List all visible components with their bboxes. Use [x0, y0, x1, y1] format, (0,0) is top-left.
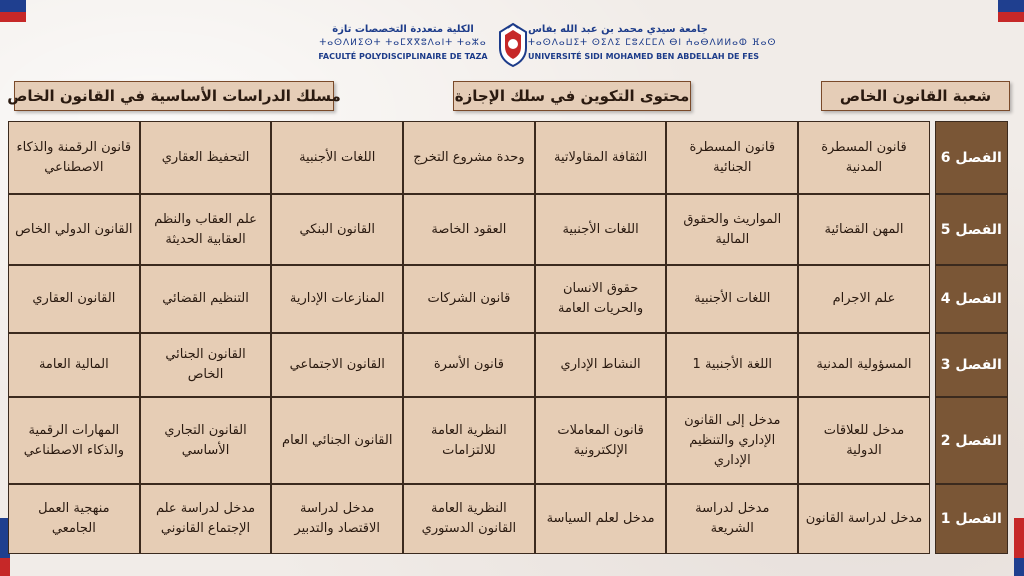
semester-row [8, 484, 1014, 554]
semester-row [8, 194, 1014, 265]
semester-label: الفصل 3 [935, 333, 1008, 397]
course-cell: العقود الخاصة [403, 194, 535, 265]
course-cell: القانون الاجتماعي [271, 333, 403, 397]
course-cell: الثقافة المقاولاتية [535, 121, 667, 194]
course-cell: المنازعات الإدارية [271, 265, 403, 333]
course-cell: اللغات الأجنبية [271, 121, 403, 194]
corner-stripe-blue [0, 0, 26, 12]
course-cell: منهجية العمل الجامعي [8, 484, 140, 554]
faculty-name-fr: FACULTÉ POLYDISCIPLINAIRE DE TAZA [318, 52, 488, 61]
course-cell: مدخل لدراسة علم الإجتماع القانوني [140, 484, 272, 554]
semester-label: الفصل 4 [935, 265, 1008, 333]
semester-row [8, 265, 1014, 333]
semester-row [8, 121, 1014, 194]
corner-stripe-red [1014, 518, 1024, 558]
semester-row [8, 333, 1014, 397]
course-cell: قانون المعاملات الإلكترونية [535, 397, 667, 484]
course-cell: قانون الأسرة [403, 333, 535, 397]
course-cell: قانون الرقمنة والذكاء الاصطناعي [8, 121, 140, 194]
course-cell: القانون الجنائي العام [271, 397, 403, 484]
course-cell: مدخل لدراسة القانون [798, 484, 930, 554]
university-name-tifinagh: ⵜⴰⵙⴷⴰⵡⵉⵜ ⵙⵉⴷⵉ ⵎⵓⵃⵎⵎⴷ ⴱⵏ ⵄⴰⴱⴷⵍⵍⴰⵀ ⴼⴰⵙ [528, 38, 777, 48]
semester-row [8, 397, 1014, 484]
department-title: شعبة القانون الخاص [821, 81, 1010, 111]
course-cell: مدخل لدراسة الاقتصاد والتدبير [271, 484, 403, 554]
course-cell: المهارات الرقمية والذكاء الاصطناعي [8, 397, 140, 484]
corner-stripe-red [998, 12, 1024, 22]
course-cell: النظرية العامة القانون الدستوري [403, 484, 535, 554]
course-cell: المواريث والحقوق المالية [666, 194, 798, 265]
course-cell: وحدة مشروع التخرج [403, 121, 535, 194]
course-cell: قانون المسطرة الجنائية [666, 121, 798, 194]
corner-stripe-red [0, 12, 26, 22]
content-title: محتوى التكوين في سلك الإجازة [453, 81, 691, 111]
course-cell: القانون البنكي [271, 194, 403, 265]
course-cell: مدخل لعلم السياسة [535, 484, 667, 554]
course-cell: التحفيظ العقاري [140, 121, 272, 194]
course-cell: مدخل إلى القانون الإداري والتنظيم الإداري [666, 397, 798, 484]
faculty-name-tifinagh: ⵜⴰⵙⴷⵍⵉⵙⵜ ⵜⴰⵎⴳⴳⵓⴷⴰⵏⵜ ⵜⴰⵣⴰ [319, 38, 487, 48]
course-cell: علم العقاب والنظم العقابية الحديثة [140, 194, 272, 265]
course-cell: قانون المسطرة المدنية [798, 121, 930, 194]
course-cell: القانون التجاري الأساسي [140, 397, 272, 484]
semester-label: الفصل 2 [935, 397, 1008, 484]
semester-label: الفصل 1 [935, 484, 1008, 554]
university-name-ar: جامعة سيدي محمد بن عبد الله بفاس [528, 24, 708, 35]
semester-label: الفصل 6 [935, 121, 1008, 194]
course-cell: التنظيم القضائي [140, 265, 272, 333]
corner-stripe-blue [1014, 558, 1024, 576]
course-cell: مدخل للعلاقات الدولية [798, 397, 930, 484]
course-cell: اللغات الأجنبية [666, 265, 798, 333]
curriculum-table [8, 121, 1014, 554]
course-cell: المهن القضائية [798, 194, 930, 265]
course-cell: النشاط الإداري [535, 333, 667, 397]
course-cell: علم الاجرام [798, 265, 930, 333]
corner-stripe-blue [998, 0, 1024, 12]
track-title: مسلك الدراسات الأساسية في القانون الخاص [14, 81, 334, 111]
corner-stripe-red [0, 558, 10, 576]
course-cell: اللغات الأجنبية [535, 194, 667, 265]
semester-label: الفصل 5 [935, 194, 1008, 265]
course-cell: حقوق الانسان والحريات العامة [535, 265, 667, 333]
course-cell: النظرية العامة للالتزامات [403, 397, 535, 484]
course-cell: المسؤولية المدنية [798, 333, 930, 397]
institution-header [318, 22, 777, 70]
course-cell: المالية العامة [8, 333, 140, 397]
course-cell: القانون الدولي الخاص [8, 194, 140, 265]
university-emblem-icon [496, 22, 530, 68]
faculty-name-ar: الكلية متعددة التخصصات تازة [332, 24, 474, 35]
course-cell: القانون الجنائي الخاص [140, 333, 272, 397]
course-cell: مدخل لدراسة الشريعة [666, 484, 798, 554]
course-cell: قانون الشركات [403, 265, 535, 333]
course-cell: القانون العقاري [8, 265, 140, 333]
course-cell: اللغة الأجنبية 1 [666, 333, 798, 397]
university-name-fr: UNIVERSITÉ SIDI MOHAMED BEN ABDELLAH DE FES [528, 52, 759, 61]
